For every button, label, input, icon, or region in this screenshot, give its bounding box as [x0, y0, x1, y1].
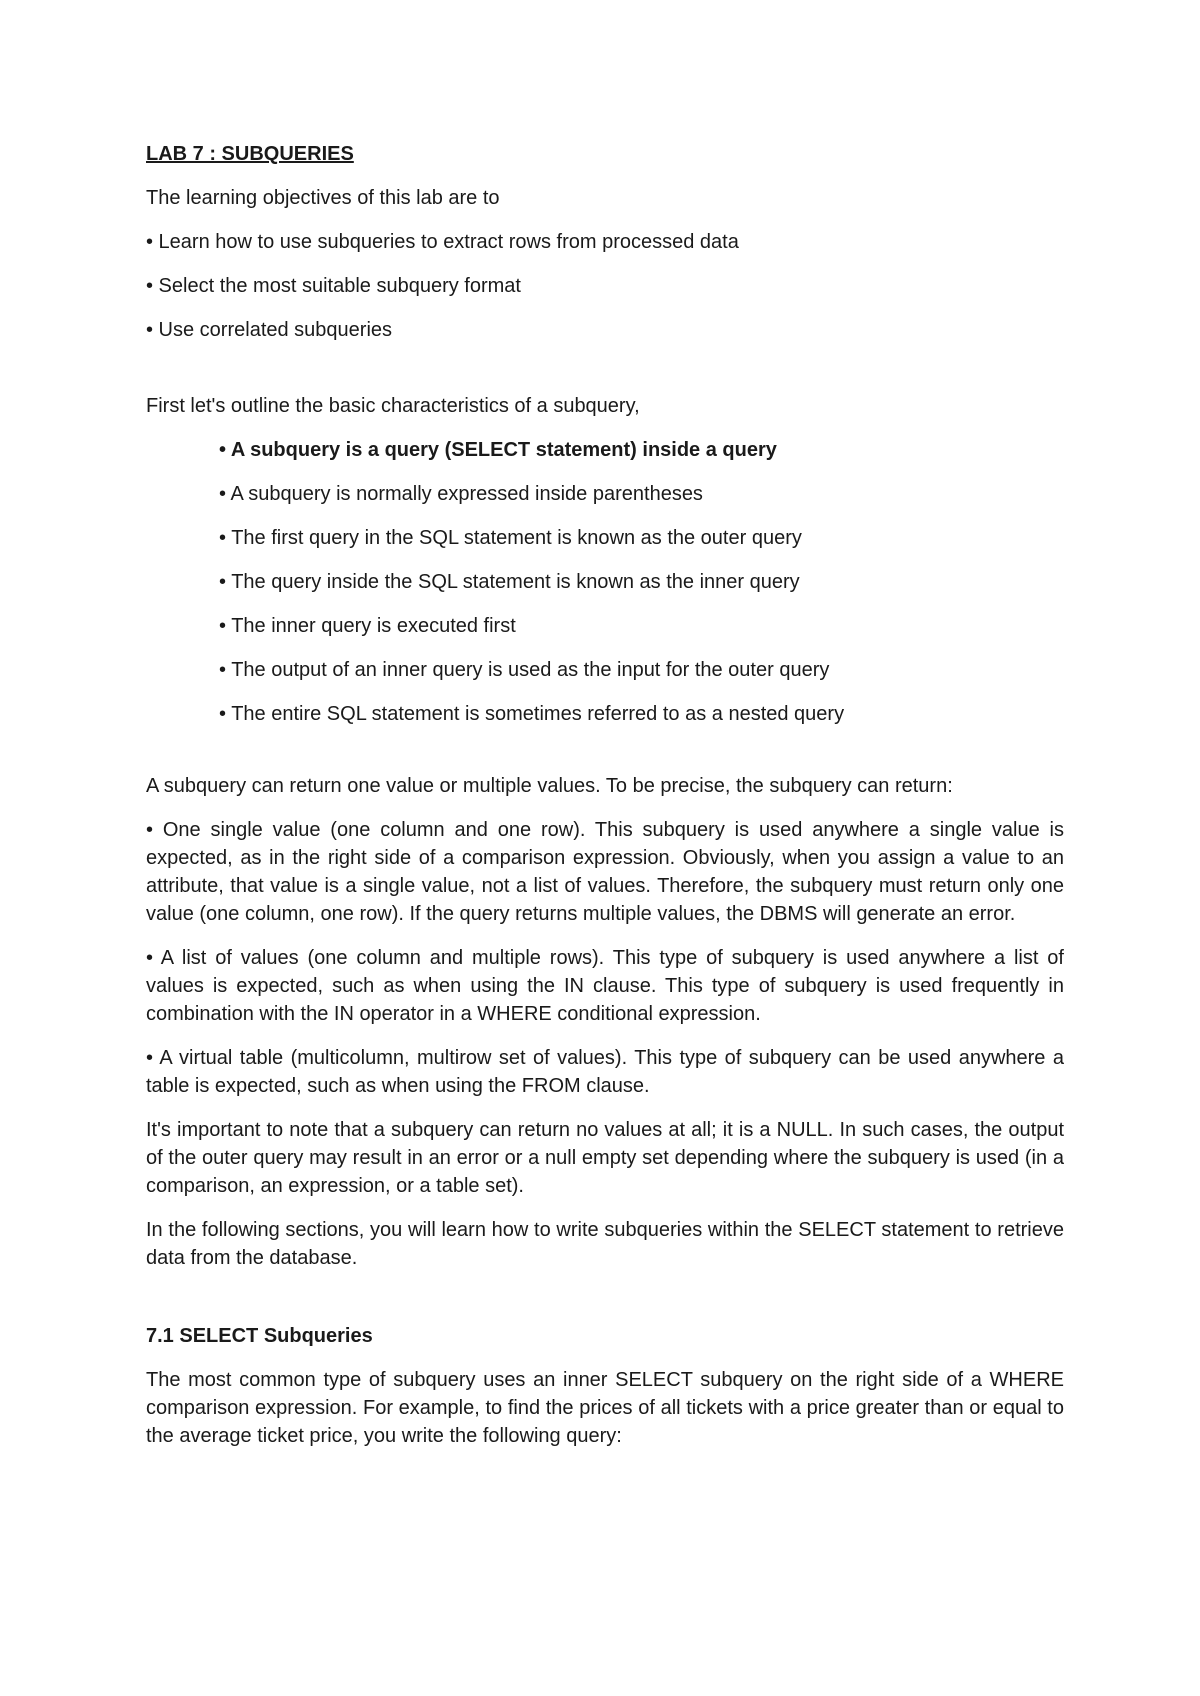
characteristic-item: • The output of an inner query is used as the input for the outer query: [219, 659, 830, 681]
document-page: [146, 140, 1064, 1466]
characteristic-item: • The query inside the SQL statement is known as the inner query: [219, 571, 800, 593]
lab-title: LAB 7 : SUBQUERIES: [146, 143, 354, 165]
following-note: In the following sections, you will learn how to write subqueries within the SELECT statement to retrieve data from the database.: [146, 1219, 1064, 1269]
return-type-item: • A list of values (one column and multiple rows). This type of subquery is used anywhere a list of values is expected, such as when using the IN clause. This type of subquery is used frequently in combination with the IN operator in a WHERE conditional expression.: [146, 947, 1064, 1025]
section-heading: 7.1 SELECT Subqueries: [146, 1325, 373, 1347]
section-body: The most common type of subquery uses an inner SELECT subquery on the right side of a WHERE comparison expression. For example, to find the prices of all tickets with a price greater than or equal to the average ticket price, you write the following query:: [146, 1369, 1064, 1447]
characteristic-item: • A subquery is normally expressed inside parentheses: [219, 483, 703, 505]
return-type-item: • A virtual table (multicolumn, multirow set of values). This type of subquery can be used anywhere a table is expected, such as when using the FROM clause.: [146, 1047, 1064, 1097]
return-type-item: • One single value (one column and one row). This subquery is used anywhere a single value is expected, as in the right side of a comparison expression. Obviously, when you assign a value to an attribute, that value is a single value, not a list of values. Therefore, the subquery must return only one value (one column, one row). If the query returns multiple values, the DBMS will generate an error.: [146, 819, 1064, 925]
characteristics-intro: First let's outline the basic characteristics of a subquery,: [146, 395, 640, 417]
null-note: It's important to note that a subquery can return no values at all; it is a NULL. In such cases, the output of the outer query may result in an error or a null empty set depending where the subquery is used (in a comparison, an expression, or a table set).: [146, 1119, 1064, 1197]
return-intro: A subquery can return one value or multiple values. To be precise, the subquery can return:: [146, 775, 953, 797]
objective-item: • Select the most suitable subquery format: [146, 275, 521, 297]
characteristic-item: • A subquery is a query (SELECT statement) inside a query: [219, 439, 777, 461]
characteristic-item: • The first query in the SQL statement is known as the outer query: [219, 527, 802, 549]
objectives-intro: The learning objectives of this lab are to: [146, 187, 500, 209]
objective-item: • Use correlated subqueries: [146, 319, 393, 341]
characteristic-item: • The inner query is executed first: [219, 615, 516, 637]
objective-item: • Learn how to use subqueries to extract rows from processed data: [146, 231, 739, 253]
characteristic-item: • The entire SQL statement is sometimes referred to as a nested query: [219, 703, 845, 725]
